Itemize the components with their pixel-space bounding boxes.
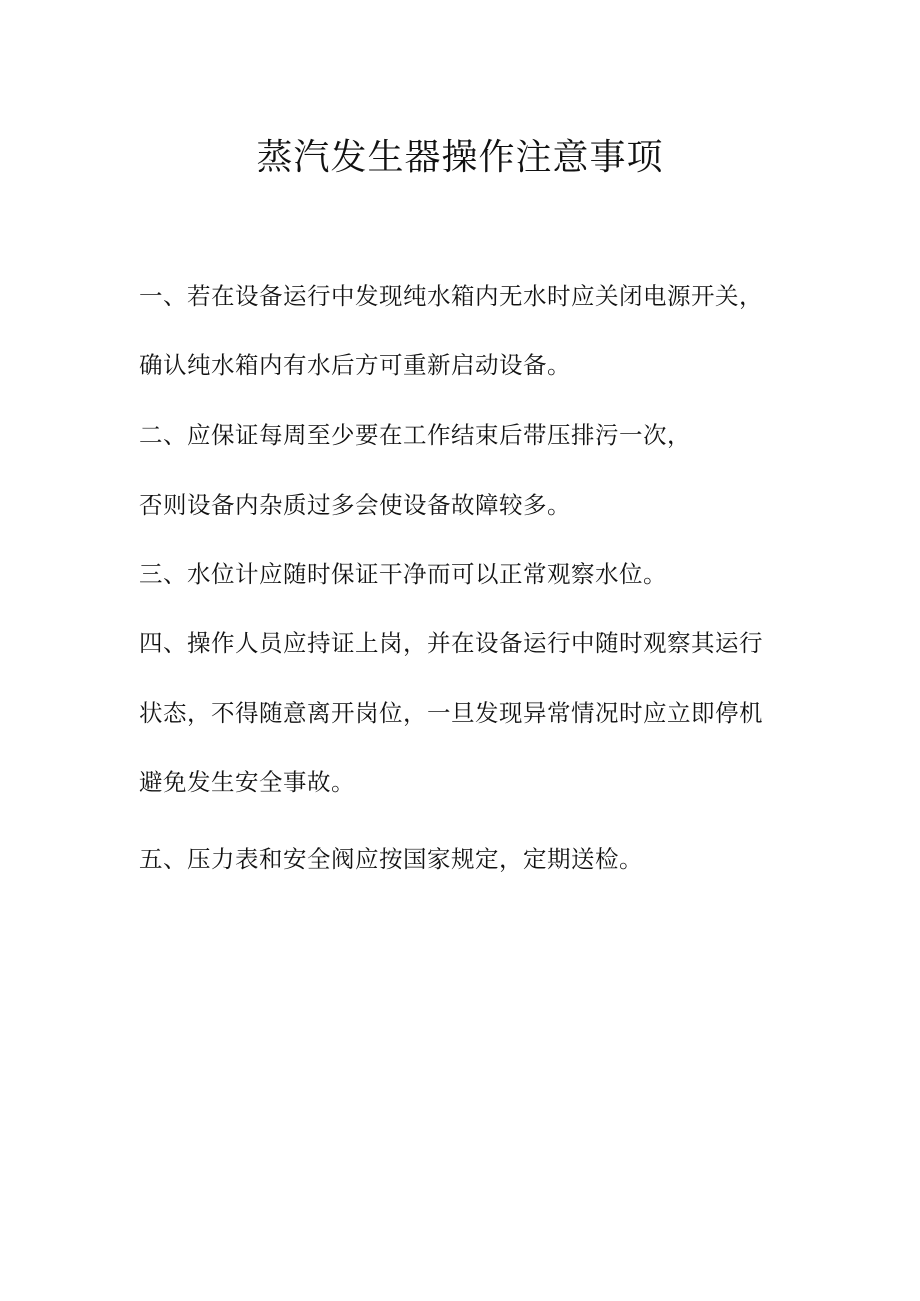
item-1-line-2: 确认纯水箱内有水后方可重新启动设备。 — [139, 351, 571, 379]
item-2-line-2: 否则设备内杂质过多会使设备故障较多。 — [139, 491, 571, 519]
item-1-line-1: 一、若在设备运行中发现纯水箱内无水时应关闭电源开关， — [139, 282, 763, 310]
item-3-line-1: 三、水位计应随时保证干净而可以正常观察水位。 — [139, 560, 667, 588]
item-4-line-2: 状态，不得随意离开岗位，一旦发现异常情况时应立即停机 — [139, 699, 763, 727]
item-4-line-3: 避免发生安全事故。 — [139, 768, 355, 796]
item-4-line-1: 四、操作人员应持证上岗，并在设备运行中随时观察其运行 — [139, 629, 763, 657]
document-title: 蒸汽发生器操作注意事项 — [256, 137, 664, 178]
item-2-line-1: 二、应保证每周至少要在工作结束后带压排污一次， — [139, 421, 691, 449]
item-5-line-1: 五、压力表和安全阀应按国家规定，定期送检。 — [139, 845, 643, 873]
